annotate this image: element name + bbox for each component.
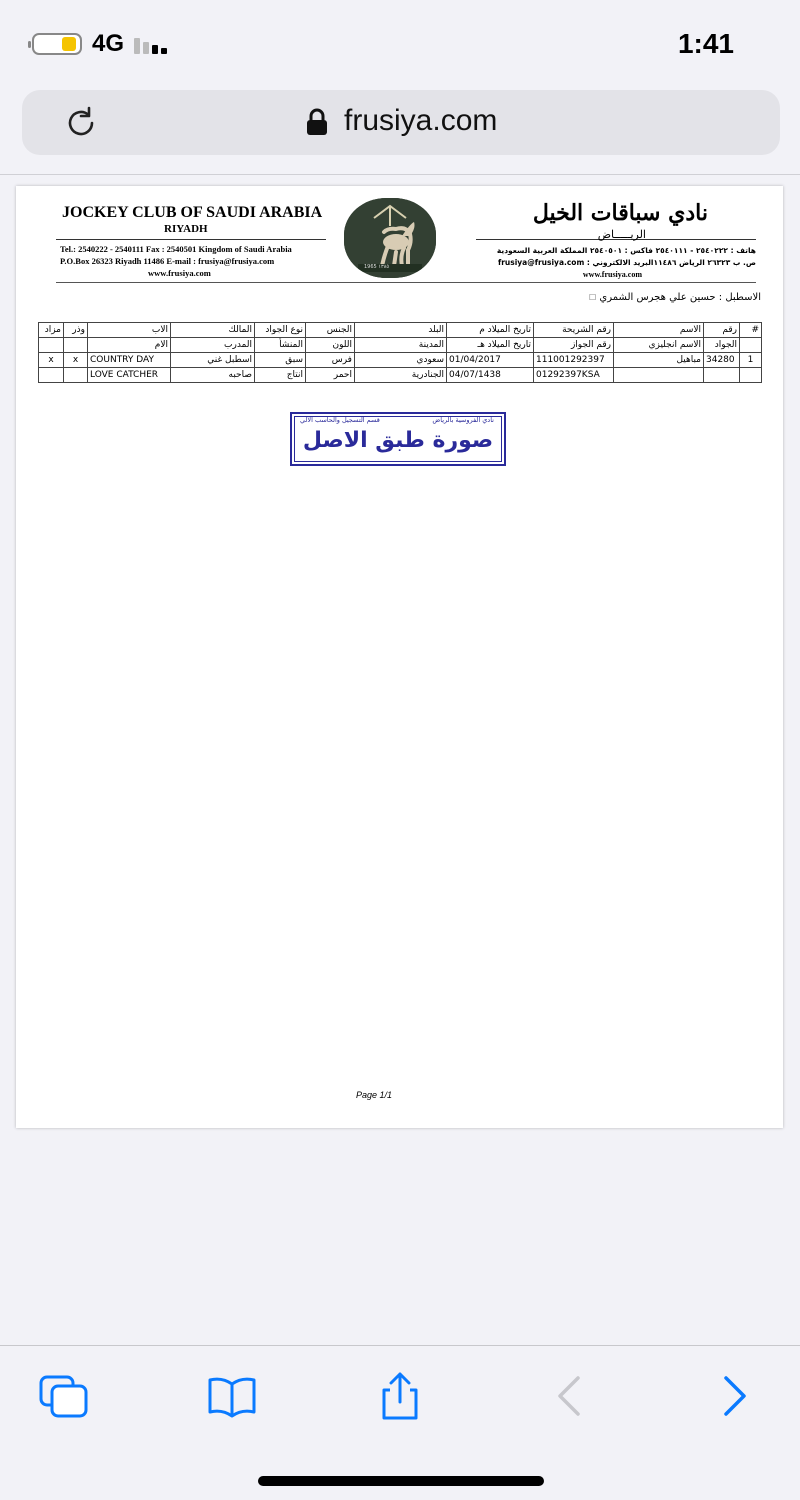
bookmarks-icon[interactable]	[206, 1372, 258, 1420]
cell-chip: 111001292397	[534, 353, 614, 368]
cell-auction: x	[39, 353, 64, 368]
cell-passport: 01292397KSA	[534, 368, 614, 383]
website-ar: www.frusiya.com	[582, 270, 642, 279]
col-name: الاسم	[614, 323, 704, 338]
col-wthr: وذر	[64, 323, 88, 338]
col-trainer: المدرب	[171, 338, 255, 353]
back-icon[interactable]	[548, 1372, 600, 1420]
cell-sire: COUNTRY DAY	[88, 353, 171, 368]
checkbox-icon: ☐	[589, 293, 597, 302]
cell-name: مباهيل	[614, 353, 704, 368]
address-line-en: P.O.Box 26323 Riyadh 11486 E-mail : frusiya@frusiya.com	[60, 256, 275, 266]
cell-dob-h: 04/07/1438	[447, 368, 534, 383]
logo-years: 1965 ١٣٨٥	[364, 264, 390, 270]
cell-origin: انتاج	[255, 368, 306, 383]
cell-index: 1	[740, 353, 762, 368]
table-row	[39, 368, 762, 383]
divider	[0, 174, 800, 175]
col-horse-no-2: الجواد	[704, 338, 740, 353]
club-city-en: RIYADH	[164, 223, 208, 235]
reload-icon[interactable]	[62, 104, 100, 142]
certified-copy-stamp	[290, 412, 506, 466]
header-row	[39, 323, 762, 338]
cell-dob-g: 01/04/2017	[447, 353, 534, 368]
stamp-text: صورة طبق الاصل	[302, 428, 494, 453]
divider	[0, 1345, 800, 1346]
stamp-dept: قسم التسجيل والحاسب الالي	[300, 416, 380, 424]
network-label: 4G	[92, 30, 125, 57]
table-row	[39, 353, 762, 368]
tabs-icon[interactable]	[38, 1372, 90, 1420]
battery-icon	[32, 33, 82, 55]
col-city: المدينة	[355, 338, 447, 353]
col-owner: المالك	[171, 323, 255, 338]
cell-owner: اسطبل غني	[171, 353, 255, 368]
stable-owner: الاسطبل : حسين علي هجرس الشمري ☐	[589, 292, 761, 303]
col-horse-no: رقم	[704, 323, 740, 338]
col-chip: رقم الشريحة	[534, 323, 614, 338]
header-row-2	[39, 338, 762, 353]
status-bar	[0, 0, 800, 88]
col-name-en: الاسم انجليزي	[614, 338, 704, 353]
cell-type: سبق	[255, 353, 306, 368]
divider	[56, 282, 756, 283]
contact-line-en: Tel.: 2540222 - 2540111 Fax : 2540501 Kingdom of Saudi Arabia	[60, 244, 292, 254]
address-line-ar: ص. ب ٢٦٣٢٣ الرياض ١١٤٨٦البريد الالكتروني : frusiya@frusiya.com	[497, 258, 756, 267]
cell-trainer: صاحبه	[171, 368, 255, 383]
status-time: 1:41	[677, 28, 734, 59]
cell-sex: فرس	[306, 353, 355, 368]
cell-city: الجنادرية	[355, 368, 447, 383]
home-indicator[interactable]	[258, 1476, 544, 1486]
col-type: نوع الجواد	[255, 323, 306, 338]
col-origin: المنشأ	[255, 338, 306, 353]
club-name-en: JOCKEY CLUB OF SAUDI ARABIA	[62, 204, 323, 221]
horse-table	[38, 322, 762, 383]
club-city-ar: الريـــــاض	[597, 228, 646, 241]
cell-horse-no: 34280	[704, 353, 740, 368]
cell-color: احمر	[306, 368, 355, 383]
page-number: Page 1/1	[356, 1090, 393, 1100]
document-page	[16, 186, 783, 1128]
cell-wthr: x	[64, 353, 88, 368]
col-sex: الجنس	[306, 323, 355, 338]
address-bar[interactable]	[22, 90, 780, 155]
forward-icon[interactable]	[712, 1372, 764, 1420]
col-sire: الاب	[88, 323, 171, 338]
cell-dam: LOVE CATCHER	[88, 368, 171, 383]
stamp-org: نادي الفروسية بالرياض	[432, 416, 494, 424]
col-color: اللون	[306, 338, 355, 353]
col-dob-h: تاريخ الميلاد هـ	[447, 338, 534, 353]
url-text[interactable]: frusiya.com	[344, 104, 498, 137]
col-passport: رقم الجواز	[534, 338, 614, 353]
club-name-ar: نادي سباقات الخيل	[532, 200, 708, 226]
divider	[56, 239, 326, 240]
cell-country: سعودي	[355, 353, 447, 368]
letterhead	[56, 196, 756, 290]
signal-icon	[134, 36, 176, 54]
col-auction: مزاد	[39, 323, 64, 338]
club-logo	[344, 198, 436, 278]
share-icon[interactable]	[374, 1372, 426, 1420]
col-index: #	[740, 323, 762, 338]
col-country: البلد	[355, 323, 447, 338]
contact-line-ar: هاتف : ٢٥٤٠٢٢٢ - ٢٥٤٠١١١ فاكس : ٢٥٤٠٥٠١ المملكة العربية السعودية	[496, 246, 756, 255]
col-dob-g: تاريخ الميلاد م	[447, 323, 534, 338]
col-dam: الام	[88, 338, 171, 353]
lock-icon	[306, 108, 328, 136]
website-en: www.frusiya.com	[148, 268, 211, 278]
